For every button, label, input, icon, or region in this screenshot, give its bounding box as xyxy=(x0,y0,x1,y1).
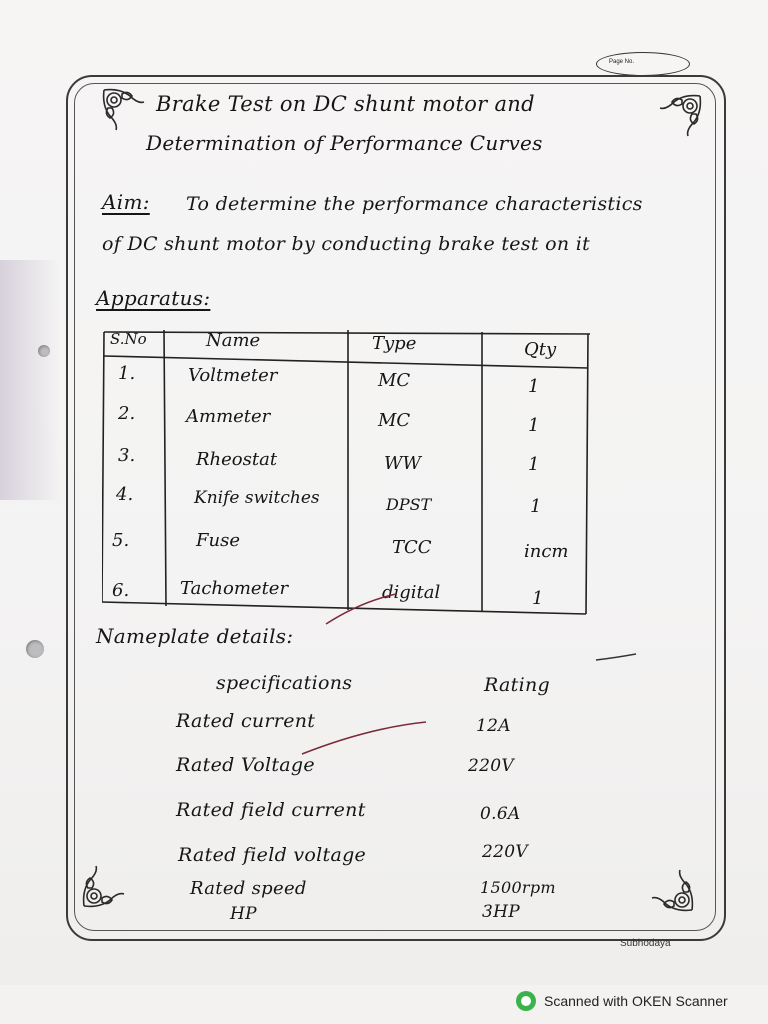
spec-rating: 0.6A xyxy=(480,804,521,824)
corner-ornament-icon xyxy=(644,862,696,914)
signature-label: Subhodaya xyxy=(620,938,671,949)
binder-hole xyxy=(38,345,50,357)
page-number-box xyxy=(596,52,690,76)
table-cell-name: Knife switches xyxy=(194,488,320,508)
table-cell-type: DPST xyxy=(386,495,432,514)
scanner-watermark xyxy=(516,990,728,1012)
pen-stroke xyxy=(320,590,400,630)
table-header-qty: Qty xyxy=(524,339,557,360)
table-cell-sno: 1. xyxy=(118,363,136,384)
page-number-label: Page No. xyxy=(609,59,635,65)
scanner-logo-icon xyxy=(516,991,536,1011)
table-cell-name: Rheostat xyxy=(196,449,278,470)
pen-stroke xyxy=(298,718,428,758)
title-line-1: Brake Test on DC shunt motor and xyxy=(156,92,535,116)
binder-hole xyxy=(26,640,44,658)
spec-name: Rated Voltage xyxy=(176,754,315,776)
corner-ornament-icon xyxy=(652,92,704,144)
table-cell-name: Tachometer xyxy=(180,578,289,599)
page-shadow xyxy=(0,260,60,500)
spec-rating: 1500rpm xyxy=(480,878,556,897)
table-header-name: Name xyxy=(206,330,261,351)
table-cell-sno: 4. xyxy=(116,484,134,505)
table-cell-type: MC xyxy=(378,410,411,431)
table-cell-type: digital xyxy=(382,582,441,603)
table-cell-sno: 6. xyxy=(112,580,130,601)
table-cell-sno: 2. xyxy=(118,403,136,424)
rating-header: Rating xyxy=(484,674,550,696)
spec-name: Rated field current xyxy=(176,799,366,821)
spec-rating: 220V xyxy=(482,842,528,862)
spec-rating: 220V xyxy=(468,756,514,776)
table-grid xyxy=(102,330,590,616)
table-cell-name: Fuse xyxy=(196,530,240,551)
pen-stroke xyxy=(594,650,638,664)
table-cell-qty: 1 xyxy=(530,496,542,517)
table-cell-qty: 1 xyxy=(528,454,540,475)
spec-name: HP xyxy=(230,904,257,924)
nameplate-label: Nameplate details: xyxy=(96,624,294,648)
table-cell-type: WW xyxy=(384,453,422,474)
corner-ornament-icon xyxy=(80,858,132,910)
spec-name: Rated current xyxy=(176,710,316,732)
table-cell-type: TCC xyxy=(392,537,432,558)
aim-text-line-2: of DC shunt motor by conducting brake test on it xyxy=(102,233,591,255)
corner-ornament-icon xyxy=(100,86,152,138)
table-cell-qty: incm xyxy=(524,541,569,562)
aim-text-line-1: To determine the performance characteristics xyxy=(186,193,643,215)
apparatus-label: Apparatus: xyxy=(96,286,211,310)
table-header-sno: S.No xyxy=(110,330,147,348)
apparatus-table xyxy=(102,330,590,616)
spec-header: specifications xyxy=(216,672,353,694)
table-cell-sno: 5. xyxy=(112,530,130,551)
aim-label: Aim: xyxy=(102,190,150,214)
table-cell-qty: 1 xyxy=(532,588,544,609)
scanner-label: Scanned with OKEN Scanner xyxy=(544,993,728,1009)
table-cell-qty: 1 xyxy=(528,415,540,436)
title-line-2: Determination of Performance Curves xyxy=(146,131,543,155)
table-cell-name: Voltmeter xyxy=(188,365,278,386)
spec-name: Rated field voltage xyxy=(178,844,367,866)
table-header-type: Type xyxy=(372,333,417,354)
spec-name: Rated speed xyxy=(190,878,307,899)
spec-rating: 12A xyxy=(476,716,511,736)
table-cell-qty: 1 xyxy=(528,376,540,397)
spec-rating: 3HP xyxy=(482,902,520,922)
table-cell-type: MC xyxy=(378,370,411,391)
table-cell-name: Ammeter xyxy=(186,406,271,427)
table-cell-sno: 3. xyxy=(118,445,136,466)
